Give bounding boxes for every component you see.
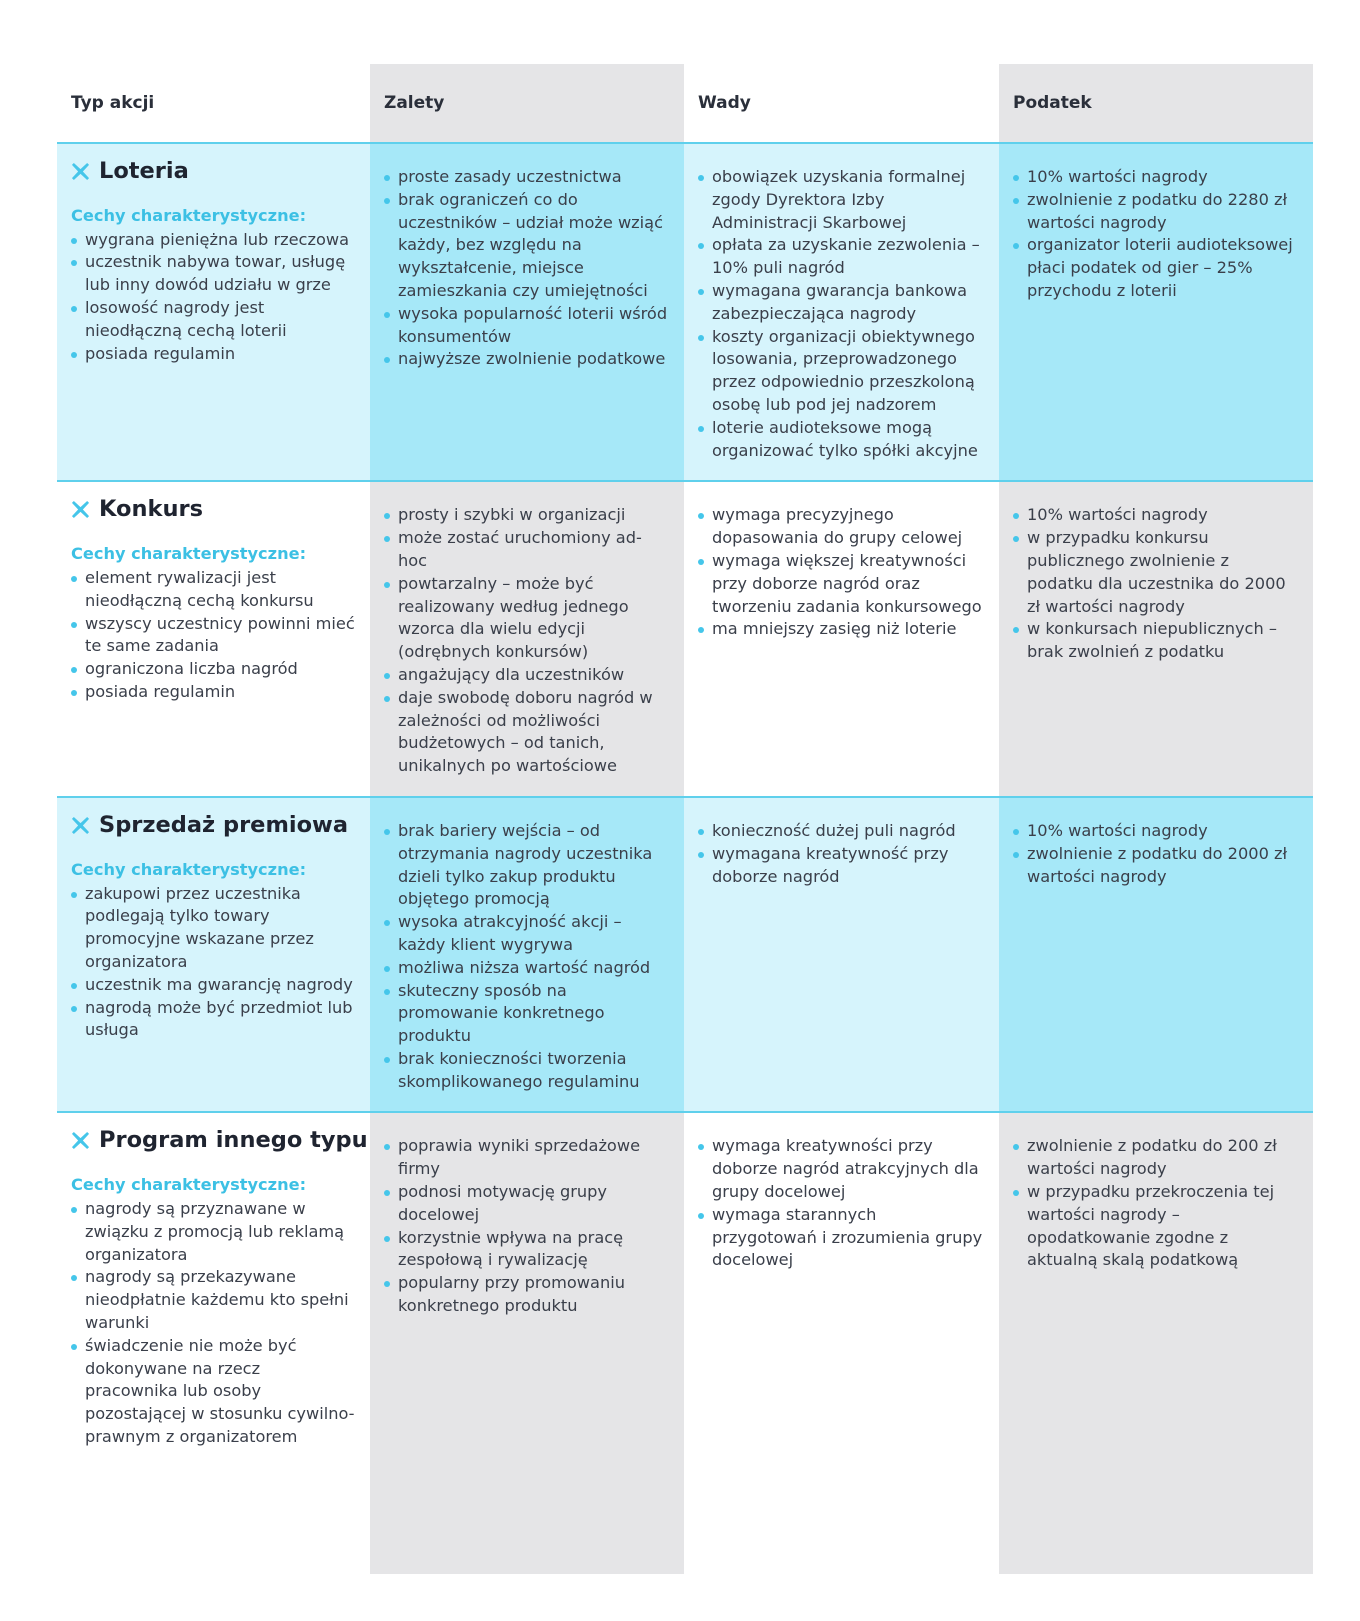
type-title [71,160,356,183]
table-row [57,797,1313,1113]
list-item: daje swobodę doboru nagród w zależności od możliwości budżetowych – od tanich, unikalnych po wartościowe [384,687,670,778]
list-item: brak bariery wejścia – od otrzymania nagrody uczestnika dzieli tylko zakup produktu objętego promocją [384,820,670,911]
x-mark-icon [71,500,90,519]
features-heading: Cechy charakterystyczne: [71,544,307,564]
table-row [57,143,1313,481]
list-item: element rywalizacji jest nieodłączną cechą konkursu [71,567,356,613]
list-item: wymaga precyzyjnego dopasowania do grupy celowej [698,504,985,550]
list-item: opłata za uzyskanie zezwolenia – 10% puli nagród [698,234,985,280]
list-item: 10% wartości nagrody [1013,504,1299,527]
list-item: loterie audioteksowe mogą organizować tylko spółki akcyjne [698,417,985,463]
podatek-list [1013,1135,1299,1272]
list-item: powtarzalny – może być realizowany według jednego wzorca dla wielu edycji (odrębnych konkursów) [384,573,670,664]
cell-zalety [370,1112,684,1466]
list-item: posiada regulamin [71,681,356,704]
list-item: 10% wartości nagrody [1013,166,1299,189]
list-item: ograniczona liczba nagród [71,658,356,681]
list-item: wymaga starannych przygotowań i zrozumienia grupy docelowej [698,1204,985,1272]
type-title [71,811,356,838]
list-item: popularny przy promowaniu konkretnego produktu [384,1272,670,1318]
cell-typ-akcji [57,1112,370,1466]
type-title-label: Konkurs [99,496,203,523]
cell-podatek [999,481,1313,797]
list-item: poprawia wyniki sprzedażowe firmy [384,1135,670,1181]
cell-zalety [370,797,684,1113]
cell-typ-akcji [57,143,370,481]
cell-podatek [999,1112,1313,1466]
x-mark-icon [71,162,90,181]
features-heading: Cechy charakterystyczne: [71,1175,307,1195]
list-item: w konkursach niepublicznych – brak zwolnień z podatku [1013,618,1299,664]
header-zalety: Zalety [370,64,684,143]
list-item: wymagana gwarancja bankowa zabezpieczająca nagrody [698,280,985,326]
x-mark-icon [71,816,90,835]
list-item: prosty i szybki w organizacji [384,504,670,527]
list-item: ma mniejszy zasięg niż loterie [698,618,985,641]
cell-podatek [999,143,1313,481]
features-list [71,229,356,366]
list-item: losowość nagrody jest nieodłączną cechą loterii [71,297,356,343]
list-item: zwolnienie z podatku do 200 zł wartości nagrody [1013,1135,1299,1181]
list-item: wygrana pieniężna lub rzeczowa [71,229,356,252]
list-item: podnosi motywację grupy docelowej [384,1181,670,1227]
list-item: wymaga kreatywności przy doborze nagród atrakcyjnych dla grupy docelowej [698,1135,985,1203]
features-list [71,883,356,1043]
list-item: koszty organizacji obiektywnego losowania, przeprowadzonego przez odpowiednio przeszkoloną osobę lub pod jej nadzorem [698,326,985,417]
list-item: wymagana kreatywność przy doborze nagród [698,843,985,889]
list-item: angażujący dla uczestników [384,664,670,687]
wady-list [698,820,985,888]
list-item: obowiązek uzyskania formalnej zgody Dyrektora Izby Administracji Skarbowej [698,166,985,234]
zalety-list [384,504,670,778]
type-title-label: Program innego typu [99,1127,368,1154]
cell-zalety [370,481,684,797]
podatek-list [1013,504,1299,664]
list-item: uczestnik ma gwarancję nagrody [71,974,356,997]
list-item: proste zasady uczestnictwa [384,166,670,189]
features-heading: Cechy charakterystyczne: [71,859,307,879]
list-item: zwolnienie z podatku do 2000 zł wartości nagrody [1013,843,1299,889]
cell-podatek [999,797,1313,1113]
cell-zalety [370,143,684,481]
zalety-list [384,166,670,371]
features-list [71,567,356,704]
list-item: świadczenie nie może być dokonywane na rzecz pracownika lub osoby pozostającej w stosunku cywilno-prawnym z organizatorem [71,1335,356,1449]
table-row [57,1112,1313,1466]
list-item: korzystnie wpływa na pracę zespołową i rywalizację [384,1227,670,1273]
list-item: zwolnienie z podatku do 2280 zł wartości nagrody [1013,189,1299,235]
list-item: w przypadku konkursu publicznego zwolnienie z podatku dla uczestnika do 2000 zł wartości nagrody [1013,527,1299,618]
features-list [71,1198,356,1449]
list-item: konieczność dużej puli nagród [698,820,985,843]
list-item: najwyższe zwolnienie podatkowe [384,348,670,371]
list-item: uczestnik nabywa towar, usługę lub inny dowód udziału w grze [71,251,356,297]
list-item: brak konieczności tworzenia skomplikowanego regulaminu [384,1048,670,1094]
type-title-label: Sprzedaż premiowa [99,811,349,838]
list-item: posiada regulamin [71,343,356,366]
list-item: wymaga większej kreatywności przy doborze nagród oraz tworzeniu zadania konkursowego [698,550,985,618]
zalety-list [384,1135,670,1317]
header-typ-akcji: Typ akcji [57,64,370,143]
header-wady: Wady [684,64,999,143]
list-item: w przypadku przekroczenia tej wartości nagrody – opodatkowanie zgodne z aktualną skalą podatkową [1013,1181,1299,1272]
list-item: 10% wartości nagrody [1013,820,1299,843]
wady-list [698,166,985,462]
features-heading: Cechy charakterystyczne: [71,205,307,225]
zalety-list [384,820,670,1094]
cell-wady [684,143,999,481]
list-item: brak ograniczeń co do uczestników – udział może wziąć każdy, bez względu na wykształcenie, miejsce zamieszkania czy umiejętności [384,189,670,303]
list-item: nagrody są przyznawane w związku z promocją lub reklamą organizatora [71,1198,356,1266]
type-title-label: Loteria [99,158,189,184]
list-item: wszyscy uczestnicy powinni mieć te same zadania [71,613,356,659]
podatek-list [1013,166,1299,303]
cell-typ-akcji [57,797,370,1113]
cell-wady [684,797,999,1113]
comparison-table [57,64,1313,1467]
x-mark-icon [71,1131,90,1150]
list-item: wysoka atrakcyjność akcji – każdy klient wygrywa [384,911,670,957]
type-title [71,1127,368,1154]
list-item: wysoka popularność loterii wśród konsumentów [384,303,670,349]
cell-wady [684,481,999,797]
table-row [57,481,1313,797]
header-podatek: Podatek [999,64,1313,143]
list-item: nagrodą może być przedmiot lub usługa [71,997,356,1043]
list-item: organizator loterii audioteksowej płaci podatek od gier – 25% przychodu z loterii [1013,234,1299,302]
list-item: może zostać uruchomiony ad-hoc [384,527,670,573]
table-body [57,143,1313,1467]
list-item: możliwa niższa wartość nagród [384,957,670,980]
list-item: nagrody są przekazywane nieodpłatnie każdemu kto spełni warunki [71,1266,356,1334]
type-title [71,498,356,521]
list-item: skuteczny sposób na promowanie konkretnego produktu [384,980,670,1048]
list-item: zakupowi przez uczestnika podlegają tylko towary promocyjne wskazane przez organizatora [71,883,356,974]
cell-wady [684,1112,999,1466]
podatek-list [1013,820,1299,888]
cell-typ-akcji [57,481,370,797]
wady-list [698,1135,985,1272]
wady-list [698,504,985,641]
table-header [57,64,1313,143]
